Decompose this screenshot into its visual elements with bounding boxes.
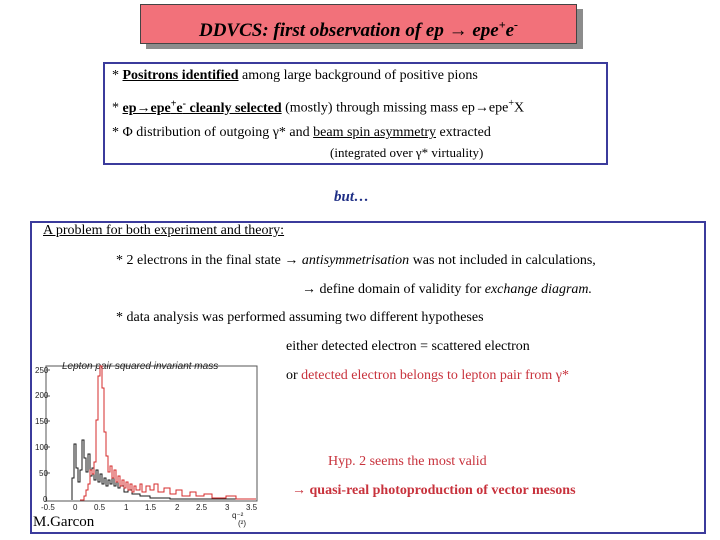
- bullet-selection: * ep→epe+e- cleanly selected (mostly) through missing mass ep→epe+X: [112, 98, 525, 116]
- conclusion-hyp2: Hyp. 2 seems the most valid: [328, 454, 487, 469]
- x-tick-2: 2: [175, 503, 180, 512]
- but-heading: but…: [334, 189, 370, 205]
- x-tick-1.5: 1.5: [145, 503, 157, 512]
- x-tick-1: 1: [124, 503, 129, 512]
- x-axis-unit-sub: (²): [238, 519, 246, 528]
- author-name: M.Garcon: [33, 514, 95, 530]
- point-antisymmetrisation: * 2 electrons in the final state → antisymmetrisation was not included in calculations,: [116, 253, 596, 268]
- plot-title: Lepton pair squared invariant mass: [62, 361, 219, 372]
- x-axis-unit: q⁻²: [232, 511, 244, 520]
- x-tick-0: 0: [73, 503, 78, 512]
- point-exchange-diagram: → define domain of validity for exchange diagram.: [302, 282, 593, 297]
- y-tick-0: 0: [43, 495, 48, 504]
- y-tick-100: 100: [35, 443, 49, 452]
- y-tick-250: 250: [35, 366, 49, 375]
- x-tick-neg0.5: -0.5: [41, 503, 55, 512]
- hypothesis-1: either detected electron = scattered electron: [286, 339, 530, 354]
- problem-header: A problem for both experiment and theory:: [43, 223, 285, 238]
- bullet-positrons: * Positrons identified among large background of positive pions: [112, 68, 478, 83]
- point-hypotheses: * data analysis was performed assuming two different hypotheses: [116, 310, 484, 325]
- y-tick-50: 50: [39, 469, 48, 478]
- x-tick-0.5: 0.5: [94, 503, 106, 512]
- x-tick-2.5: 2.5: [196, 503, 208, 512]
- y-tick-150: 150: [35, 417, 49, 426]
- slide-title: DDVCS: first observation of ep → epe+e-: [198, 18, 519, 42]
- y-tick-200: 200: [35, 391, 49, 400]
- x-tick-3: 3: [225, 503, 230, 512]
- conclusion-vector-mesons: → quasi-real photoproduction of vector mesons: [292, 483, 576, 498]
- x-tick-3.5: 3.5: [246, 503, 258, 512]
- bullet-phi-distribution: * Φ distribution of outgoing γ* and beam spin asymmetry extracted: [112, 125, 491, 140]
- bullet-phi-note: (integrated over γ* virtuality): [330, 145, 484, 160]
- hypothesis-2: or detected electron belongs to lepton pair from γ*: [286, 368, 569, 383]
